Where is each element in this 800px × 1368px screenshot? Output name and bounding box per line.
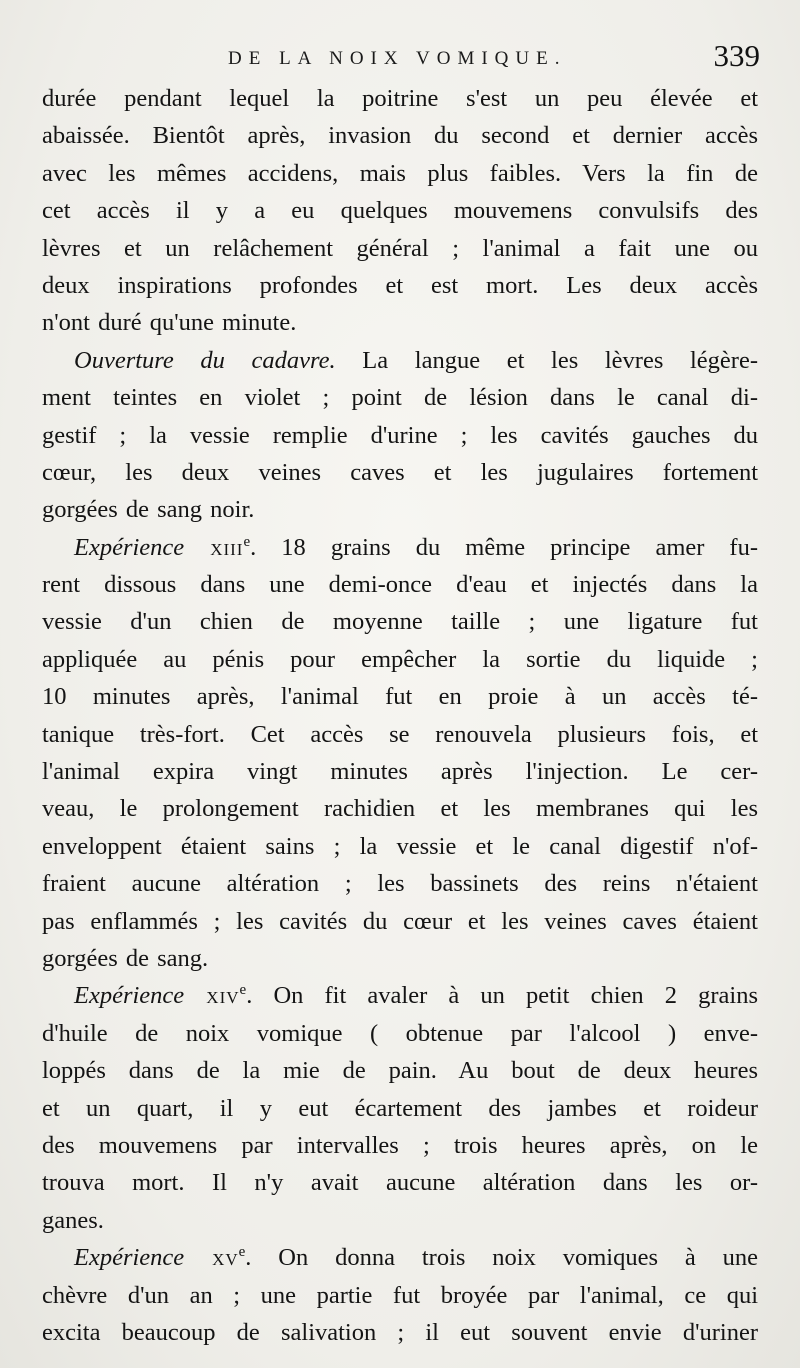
- text-line: [42, 1164, 758, 1201]
- line-text: . On fit avaler à un petit chien 2 grains: [246, 982, 759, 1010]
- text-line: [42, 192, 758, 229]
- line-text: . 18 grains du même principe amer fu-: [250, 533, 758, 561]
- text-line: [42, 1314, 758, 1351]
- text-line: [42, 1202, 758, 1239]
- line-text: avec les mêmes accidens, mais plus faibles. Vers la fin de: [42, 159, 758, 187]
- line-text: chèvre d'un an ; une partie fut broyée par l'animal, ce qui: [42, 1281, 758, 1309]
- italic-heading: Ouverture du cadavre.: [74, 346, 336, 374]
- text-line: [42, 1239, 758, 1276]
- text-line: [42, 267, 758, 304]
- line-text: vessie d'un chien de moyenne taille ; une ligature fut: [42, 608, 758, 636]
- text-line: [42, 342, 758, 379]
- ordinal-superscript: e: [238, 1244, 246, 1261]
- text-line: [42, 603, 758, 640]
- line-text: n'ont duré qu'une minute.: [42, 309, 297, 337]
- line-text: abaissée. Bientôt après, invasion du second et dernier accès: [42, 122, 758, 150]
- line-text: cet accès il y a eu quelques mouvemens convulsifs des: [42, 197, 758, 225]
- line-text: La langue et les lèvres légère-: [335, 346, 758, 374]
- page-number: 339: [713, 38, 760, 73]
- italic-heading: Expérience: [74, 1244, 185, 1272]
- line-text: deux inspirations profondes et est mort. Les deux accès: [42, 271, 758, 299]
- text-line: [42, 790, 758, 827]
- text-line: [42, 1052, 758, 1089]
- text-line: [42, 1090, 758, 1127]
- experiment-number: xiii: [184, 533, 244, 561]
- text-line: [42, 903, 758, 940]
- line-text: ment teintes en violet ; point de lésion dans le canal di-: [42, 384, 758, 412]
- running-head: [40, 38, 760, 82]
- line-text: excita beaucoup de salivation ; il eut souvent envie d'uriner: [42, 1318, 758, 1346]
- text-line: [42, 117, 758, 154]
- text-line: [42, 828, 758, 865]
- text-line: [42, 80, 758, 117]
- text-line: [42, 417, 758, 454]
- body-text: [42, 80, 758, 1351]
- line-text: loppés dans de la mie de pain. Au bout de deux heures: [42, 1057, 758, 1085]
- text-line: [42, 865, 758, 902]
- line-text: veau, le prolongement rachidien et les membranes qui les: [42, 795, 758, 823]
- experiment-number: xv: [184, 1244, 239, 1272]
- line-text: gestif ; la vessie remplie d'urine ; les cavités gauches du: [42, 421, 758, 449]
- line-text: pas enflammés ; les cavités du cœur et les veines caves étaient: [42, 907, 758, 935]
- text-line: [42, 454, 758, 491]
- line-text: l'animal expira vingt minutes après l'injection. Le cer-: [42, 758, 758, 786]
- line-text: lèvres et un relâchement général ; l'animal a fait une ou: [42, 234, 758, 262]
- text-line: [42, 155, 758, 192]
- text-line: [42, 529, 758, 566]
- ordinal-superscript: e: [239, 982, 247, 999]
- ordinal-superscript: e: [243, 533, 251, 550]
- line-text: des mouvemens par intervalles ; trois heures après, on le: [42, 1131, 758, 1159]
- text-line: [42, 566, 758, 603]
- line-text: trouva mort. Il n'y avait aucune altération dans les or-: [42, 1169, 758, 1197]
- line-text: cœur, les deux veines caves et les jugulaires fortement: [42, 458, 758, 486]
- text-line: [42, 304, 758, 341]
- line-text: appliquée au pénis pour empêcher la sortie du liquide ;: [42, 645, 758, 673]
- text-line: [42, 1277, 758, 1314]
- text-line: [42, 1127, 758, 1164]
- line-text: gorgées de sang noir.: [42, 496, 255, 524]
- text-line: [42, 379, 758, 416]
- text-line: [42, 940, 758, 977]
- line-text: durée pendant lequel la poitrine s'est un peu élevée et: [42, 85, 758, 112]
- italic-heading: Expérience: [74, 533, 185, 561]
- text-line: [42, 1015, 758, 1052]
- text-line: [42, 678, 758, 715]
- italic-heading: Expérience: [74, 982, 185, 1010]
- line-text: enveloppent étaient sains ; la vessie et le canal digestif n'of-: [42, 832, 758, 860]
- text-line: [42, 716, 758, 753]
- line-text: 10 minutes après, l'animal fut en proie à un accès té-: [42, 683, 758, 711]
- line-text: gorgées de sang.: [42, 944, 209, 972]
- text-line: [42, 977, 758, 1014]
- text-line: [42, 641, 758, 678]
- line-text: . On donna trois noix vomiques à une: [245, 1244, 758, 1272]
- text-line: [42, 491, 758, 528]
- line-text: tanique très-fort. Cet accès se renouvela plusieurs fois, et: [42, 720, 758, 748]
- line-text: rent dissous dans une demi-once d'eau et injectés dans la: [42, 571, 758, 599]
- line-text: fraient aucune altération ; les bassinets des reins n'étaient: [42, 870, 758, 898]
- experiment-number: xiv: [184, 982, 240, 1010]
- line-text: d'huile de noix vomique ( obtenue par l'alcool ) enve-: [42, 1019, 758, 1047]
- line-text: et un quart, il y eut écartement des jambes et roideur: [42, 1094, 758, 1122]
- text-line: [42, 230, 758, 267]
- running-title: DE LA NOIX VOMIQUE.: [228, 48, 567, 69]
- line-text: ganes.: [42, 1206, 104, 1234]
- text-line: [42, 753, 758, 790]
